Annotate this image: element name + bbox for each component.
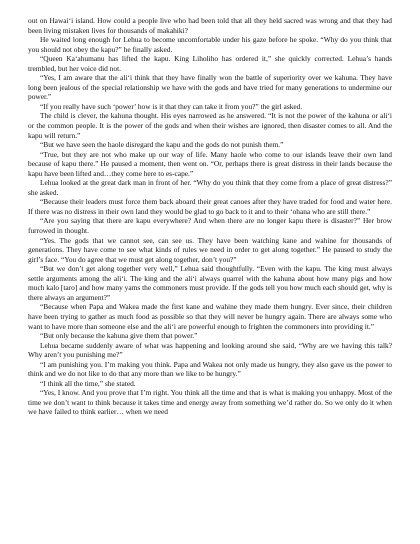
paragraph-15: “But only because the kahuna give them that power.”: [40, 331, 198, 341]
paragraph-16: Lehua became suddenly aware of what was happening and looking around she said, “Why are we having this talk? Why aren’t you punishing me?”: [28, 340, 392, 360]
paragraph-17: “I am punishing you. I’m making you think. Papa and Wakea not only made us hungry, they also gave us the power to think and we do not like to do that any more than we like to be hungry.”: [28, 359, 392, 379]
paragraph-8: “True, but they are not who make up our way of life. Many haole who come to our islands leave their own land because of kapu there.” He paused a moment, then went on. “Or, perhaps there is great distress in their lands because the kapu have been lifted and…they come here to es-cape.”: [28, 149, 392, 178]
paragraph-13: “But we don’t get along together very well,” Lehua said thoughtfully. “Even with the kapu. The king must always settle arguments among the ali‘i. The king and the ali‘i always quarrel with the kahuna about how many pigs and how much kalo [taro] and how many yams the commoners must provide. If the gods tell you how much each should get, why is there always an argument?”: [28, 264, 392, 302]
paragraph-5: “If you really have such ‘power’ how is it that they can take it from you?” the girl asked.: [40, 101, 303, 111]
paragraph-18: “I think all the time,” she stated.: [40, 378, 136, 388]
paragraph-7: “But we have seen the haole disregard the kapu and the gods do not punish them.”: [40, 140, 284, 150]
paragraph-12: “Yes. The gods that we cannot see, can see us. They have been watching kane and wahine for thousands of generations. They have come to see what kinds of rules we need in order to get along together.” He paused to study the girl’s face. “You do agree that we must get along together, don’t you?”: [28, 235, 392, 264]
paragraph-4: “Yes, I am aware that the ali‘i think that they have finally won the battle of superiority over we kahuna. They have long been jealous of the special relationship we have with the gods and have tried for many generations to undermine our power.”: [28, 73, 392, 102]
paragraph-19: “Yes, I know. And you prove that I’m right. You think all the time and that is what is making you unhappy. Most of the time we don’t want to think because it takes time and energy away from something we’d rather do. So we only do it when we have failed to think earlier… when we need: [28, 388, 392, 417]
paragraph-11: “Are you saying that there are kapu everywhere? And when there are no longer kapu there is disaster?” Her brow furrowed in thought.: [28, 216, 392, 236]
paragraph-6: The child is clever, the kahuna thought. His eyes narrowed as he answered. “It is not the power of the kahuna or ali‘i or the common people. It is the power of the gods and when their wishes are ignored, then disaster comes to all. And the kapu will return.”: [28, 111, 392, 140]
paragraph-1: out on Hawai‘i island. How could a people live who had been told that all they held sacred was wrong and that they had been living mistaken lives for thousands of makahiki?: [28, 16, 392, 35]
paragraph-14: “Because when Papa and Wakea made the first kane and wahine they made them hungry. Ever since, their children have been trying to gather as much food as possible so that they will never be hungry again. There are always some who want to have more than someone else and the ali‘i are powerful enough to frighten the commoners into providing it.”: [28, 302, 392, 331]
paragraph-9: Lehua looked at the great dark man in front of her. “Why do you think that they come from a place of great distress?” she asked.: [28, 178, 392, 197]
page-text-body: [28, 16, 392, 417]
paragraph-10: “Because their leaders must force them back aboard their great canoes after they have traded for food and water here. If there was no distress in their own land they would be glad to go back to it and to their ‘ohana who are still there.”: [28, 197, 392, 216]
paragraph-2: He waited long enough for Lehua to become uncomfortable under his gaze before he spoke. “Why do you think that you should not obey the kapu?” he finally asked.: [28, 35, 392, 54]
paragraph-3: “Queen Ka‘ahumanu has lifted the kapu. King Liholiho has ordered it,” she quickly corrected. Lehua’s hands trembled, but her voice did not.: [28, 54, 392, 73]
